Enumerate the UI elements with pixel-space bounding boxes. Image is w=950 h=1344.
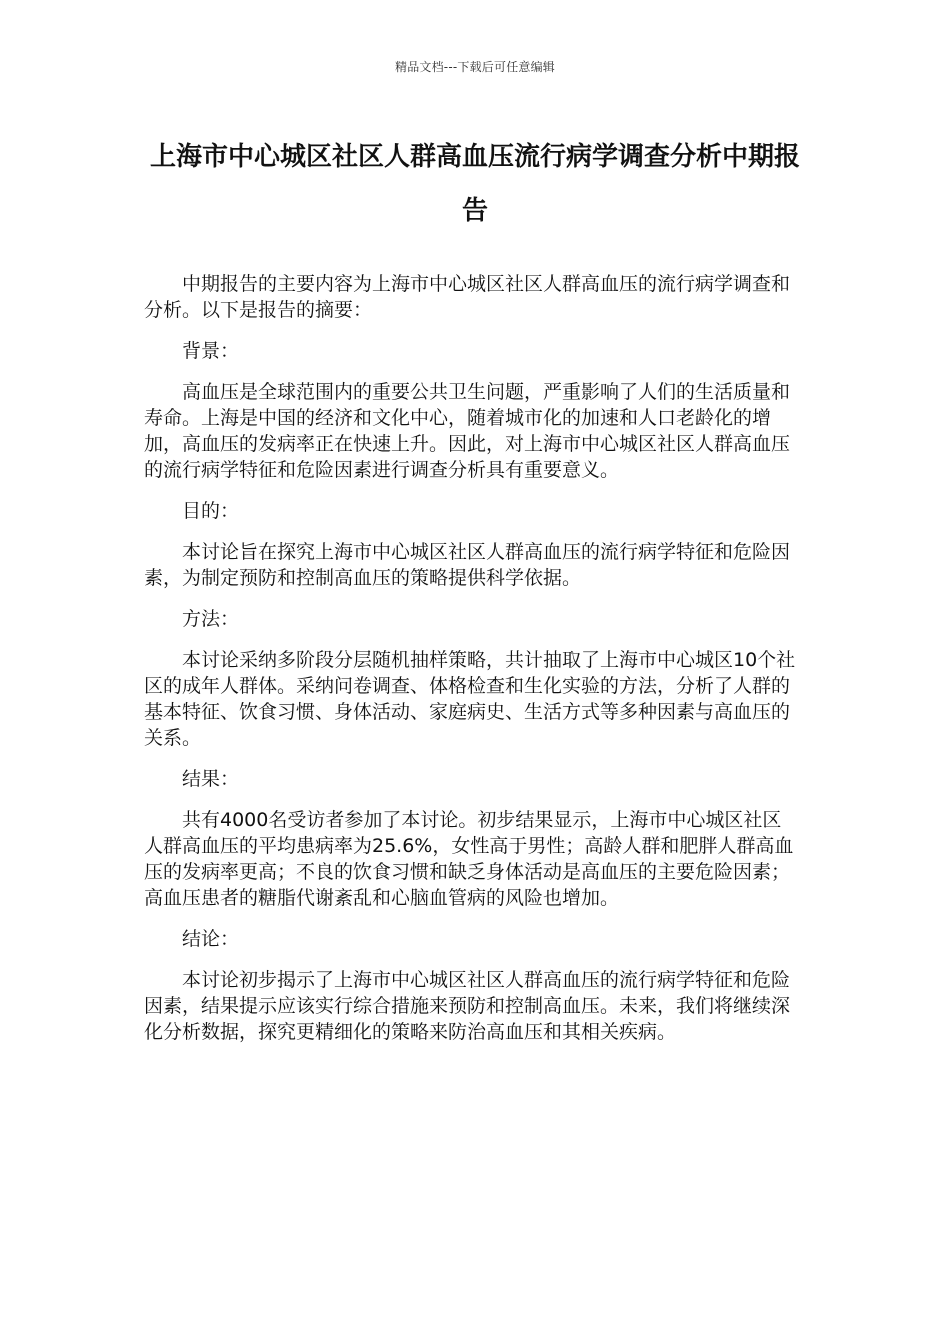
section-label-methods: 方法：	[182, 608, 240, 630]
section-text-results: 共有4000名受访者参加了本讨论。初步结果显示，上海市中心城区社区人群高血压的平均患病率为25.6%，女性高于男性；高龄人群和肥胖人群高血压的发病率更高；不良的饮食习惯和缺乏身体活动是高血压的主要危险因素；高血压患者的糖脂代谢紊乱和心脑血管病的风险也增加。	[144, 809, 794, 909]
header-note: 精品文档---下载后可任意编辑	[395, 60, 555, 74]
section-text-purpose: 本讨论旨在探究上海市中心城区社区人群高血压的流行病学特征和危险因素，为制定预防和控制高血压的策略提供科学依据。	[144, 541, 791, 589]
intro-paragraph: 中期报告的主要内容为上海市中心城区社区人群高血压的流行病学调查和分析。以下是报告的摘要：	[144, 273, 791, 321]
document-body	[144, 271, 796, 1060]
section-text-methods: 本讨论采纳多阶段分层随机抽样策略，共计抽取了上海市中心城区10个社区的成年人群体。采纳问卷调查、体格检查和生化实验的方法，分析了人群的基本特征、饮食习惯、身体活动、家庭病史、生活方式等多种因素与高血压的关系。	[144, 649, 796, 749]
section-label-conclusion: 结论：	[182, 928, 240, 950]
section-label-background: 背景：	[182, 340, 240, 362]
document-title: 上海市中心城区社区人群高血压流行病学调查分析中期报告	[149, 142, 800, 226]
section-label-results: 结果：	[182, 768, 240, 790]
section-text-conclusion: 本讨论初步揭示了上海市中心城区社区人群高血压的流行病学特征和危险因素，结果提示应该实行综合措施来预防和控制高血压。未来，我们将继续深化分析数据，探究更精细化的策略来防治高血压和其相关疾病。	[144, 969, 791, 1043]
section-text-background: 高血压是全球范围内的重要公共卫生问题，严重影响了人们的生活质量和寿命。上海是中国的经济和文化中心，随着城市化的加速和人口老龄化的增加，高血压的发病率正在快速上升。因此，对上海市中心城区社区人群高血压的流行病学特征和危险因素进行调查分析具有重要意义。	[144, 381, 791, 481]
section-label-purpose: 目的：	[182, 500, 240, 522]
